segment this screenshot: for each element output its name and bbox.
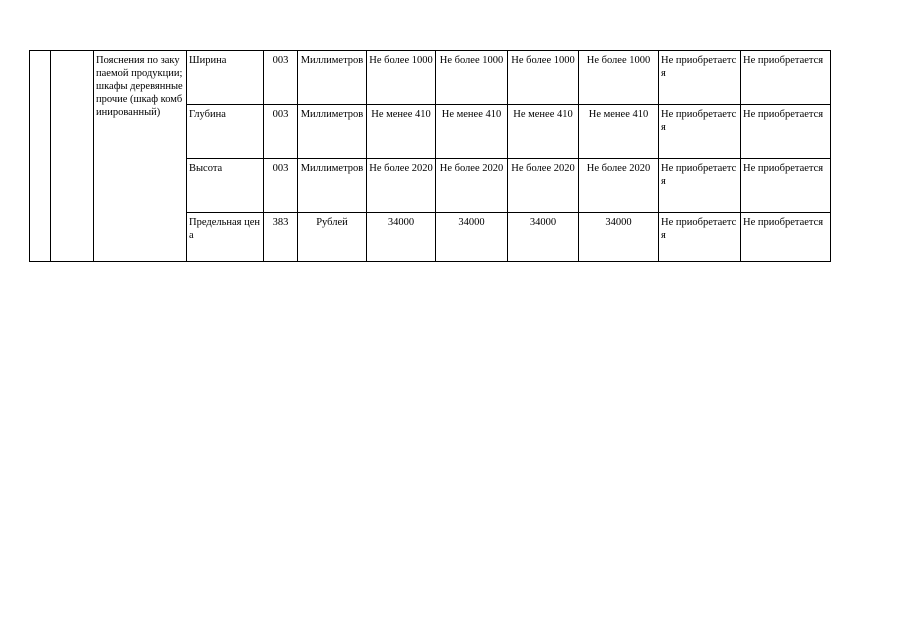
value-cell: Не приобретается	[659, 105, 741, 159]
value-cell: Не более 2020	[579, 159, 659, 213]
characteristic-cell: Предельная цена	[187, 213, 264, 262]
value-cell: Не более 2020	[436, 159, 508, 213]
value-cell: Не приобретается	[741, 51, 831, 105]
value-cell: Не более 2020	[367, 159, 436, 213]
index-cell	[30, 51, 51, 262]
table-row	[30, 51, 831, 105]
value-cell: Не приобретается	[741, 213, 831, 262]
value-cell: 34000	[436, 213, 508, 262]
value-cell: Не более 1000	[508, 51, 579, 105]
value-cell: 34000	[508, 213, 579, 262]
value-cell: Не приобретается	[659, 159, 741, 213]
unit-cell: Миллиметров	[298, 51, 367, 105]
characteristic-cell: Глубина	[187, 105, 264, 159]
value-cell: Не более 1000	[436, 51, 508, 105]
unit-cell: Рублей	[298, 213, 367, 262]
value-cell: 34000	[367, 213, 436, 262]
characteristic-cell: Высота	[187, 159, 264, 213]
value-cell: Не более 1000	[579, 51, 659, 105]
value-cell: Не более 1000	[367, 51, 436, 105]
value-cell: Не приобретается	[659, 213, 741, 262]
value-cell: Не менее 410	[367, 105, 436, 159]
unit-cell: Миллиметров	[298, 105, 367, 159]
product-description: Пояснения по закупаемой продукции; шкафы деревянные прочие (шкаф комбинированный)	[94, 51, 187, 262]
value-cell: Не приобретается	[741, 105, 831, 159]
value-cell: Не менее 410	[436, 105, 508, 159]
value-cell: Не приобретается	[741, 159, 831, 213]
value-cell: Не приобретается	[659, 51, 741, 105]
code-cell	[51, 51, 94, 262]
value-cell: Не более 2020	[508, 159, 579, 213]
value-cell: Не менее 410	[508, 105, 579, 159]
unit-cell: Миллиметров	[298, 159, 367, 213]
okei-code-cell: 003	[264, 105, 298, 159]
value-cell: 34000	[579, 213, 659, 262]
okei-code-cell: 003	[264, 51, 298, 105]
value-cell: Не менее 410	[579, 105, 659, 159]
okei-code-cell: 003	[264, 159, 298, 213]
specification-table	[29, 50, 831, 262]
okei-code-cell: 383	[264, 213, 298, 262]
characteristic-cell: Ширина	[187, 51, 264, 105]
